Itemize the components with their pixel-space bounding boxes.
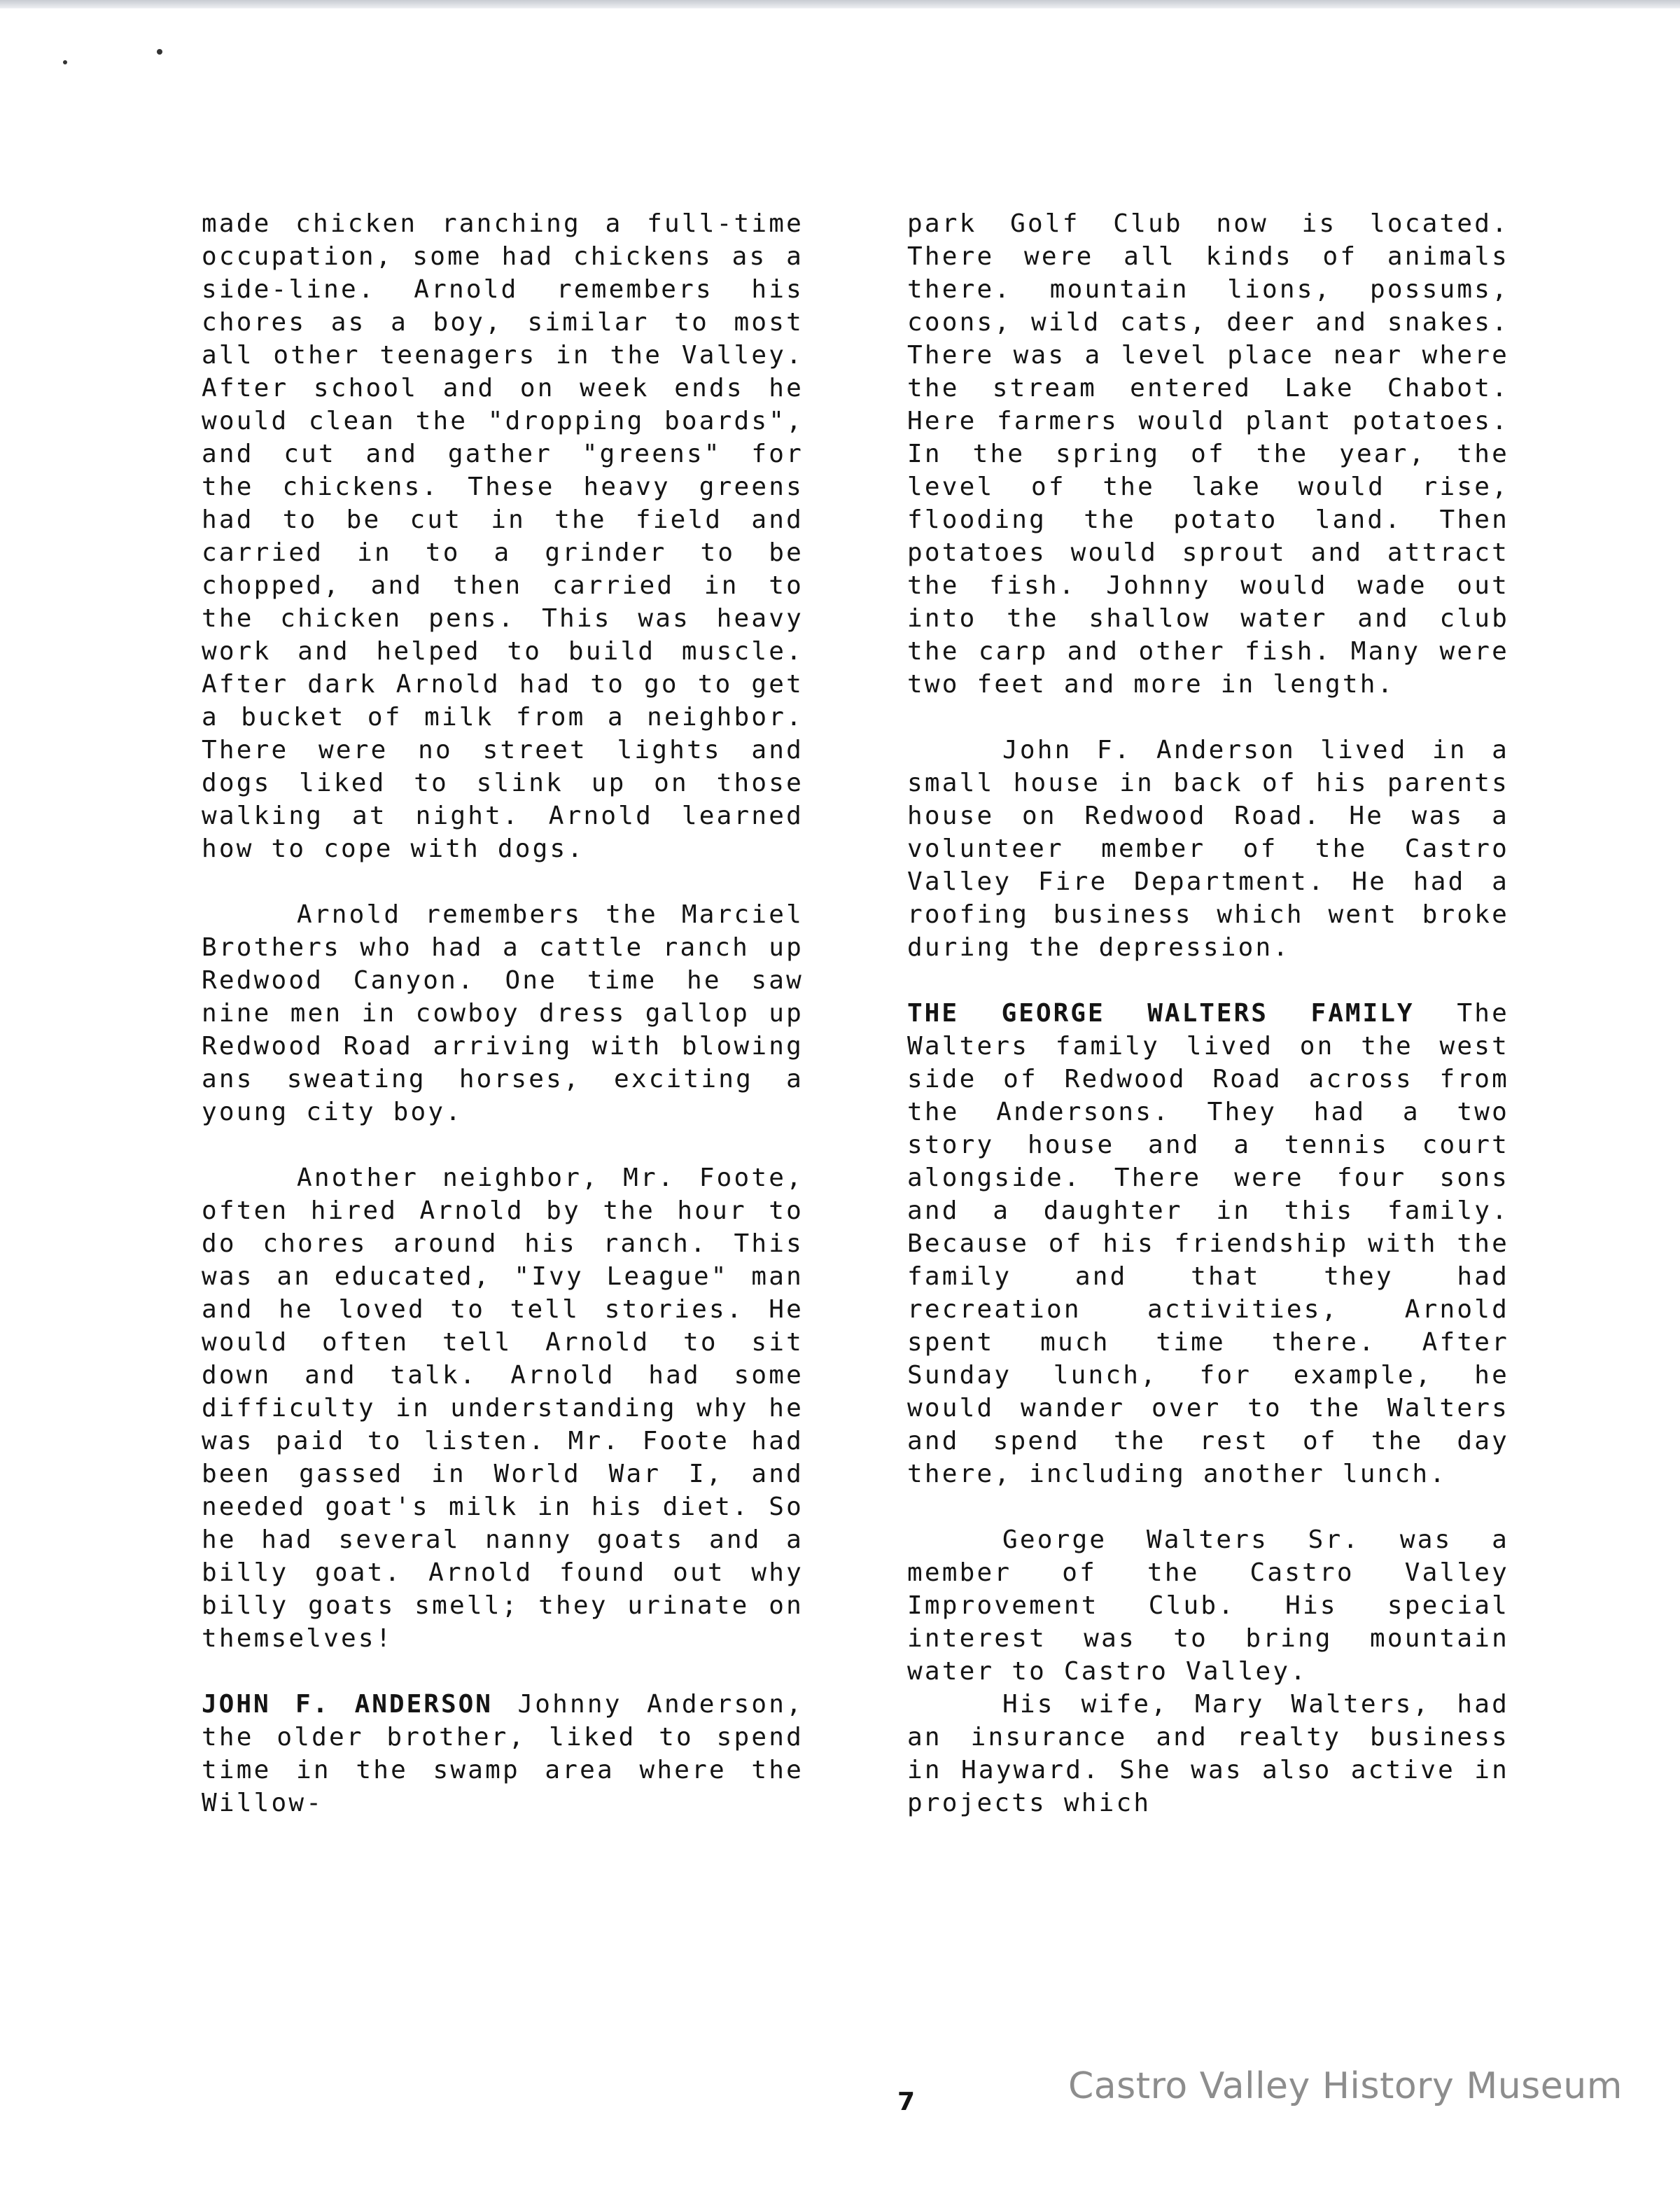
paragraph: Arnold remembers the Marciel Brothers who had a cattle ranch up Redwood Canyon. One time he saw nine men in cowboy dress gallop up Redwood Road arriving with blowing ans sweating horses, exciting a young city boy.: [202, 900, 804, 1126]
paragraph: George Walters Sr. was a member of the Castro Valley Improvement Club. His special interest was to bring mountain water to Castro Valley.: [907, 1525, 1509, 1686]
paragraph: [907, 997, 1509, 1490]
museum-watermark: Castro Valley History Museum: [1068, 2065, 1623, 2107]
paragraph-text: The Walters family lived on the west side of Redwood Road across from the Andersons. They had a two story house and a tennis court alongside. There were four sons and a daughter in this family. Because of his friendship with the family and that they had recreation activities, Arnold spent much time there. After Sunday lunch, for example, he would wander over to the Walters and spend the rest of the day there, including another lunch.: [907, 999, 1509, 1488]
right-column: [907, 207, 1509, 1852]
scan-top-edge: [0, 0, 1680, 8]
section-heading: JOHN F. ANDERSON: [202, 1690, 493, 1719]
paragraph: John F. Anderson lived in a small house in back of his parents house on Redwood Road. He was a volunteer member of the Castro Valley Fire Department. He had a roofing business which went broke during the depression.: [907, 736, 1509, 962]
page-number: 7: [897, 2088, 916, 2116]
paragraph: made chicken ranching a full-time occupation, some had chickens as a side-line. Arnold remembers his chores as a boy, similar to most all other teenagers in the Valley. After school and on week ends he would clean the "dropping boards", and cut and gather "greens" for the chickens. These heavy greens had to be cut in the field and carried in to a grinder to be chopped, and then carried in to the chicken pens. This was heavy work and helped to build muscle. After dark Arnold had to go to get a bucket of milk from a neighbor. There were no street lights and dogs liked to slink up on those walking at night. Arnold learned how to cope with dogs.: [202, 209, 804, 863]
scan-speck: [63, 60, 67, 64]
scan-speck: [157, 49, 162, 55]
paragraph-text: Johnny Anderson, the older brother, liked to spend time in the swamp area where the Willow-: [202, 1690, 804, 1817]
paragraph: Another neighbor, Mr. Foote, often hired Arnold by the hour to do chores around his ranch. This was an educated, "Ivy League" man and he loved to tell stories. He would often tell Arnold to sit down and talk. Arnold had some difficulty in understanding why he was paid to listen. Mr. Foote had been gassed in World War I, and needed goat's milk in his diet. So he had several nanny goats and a billy goat. Arnold found out why billy goats smell; they urinate on themselves!: [202, 1164, 804, 1653]
section-heading: THE GEORGE WALTERS FAMILY: [907, 999, 1415, 1028]
left-column: [202, 207, 804, 1852]
paragraph: His wife, Mary Walters, had an insurance and realty business in Hayward. She was also active in projects which: [907, 1690, 1509, 1817]
paragraph: [202, 1688, 804, 1819]
paragraph: park Golf Club now is located. There were all kinds of animals there. mountain lions, possums, coons, wild cats, deer and snakes. There was a level place near where the stream entered Lake Chabot. Here farmers would plant potatoes. In the spring of the year, the level of the lake would rise, flooding the potato land. Then potatoes would sprout and attract the fish. Johnny would wade out into the shallow water and club the carp and other fish. Many were two feet and more in length.: [907, 209, 1509, 699]
